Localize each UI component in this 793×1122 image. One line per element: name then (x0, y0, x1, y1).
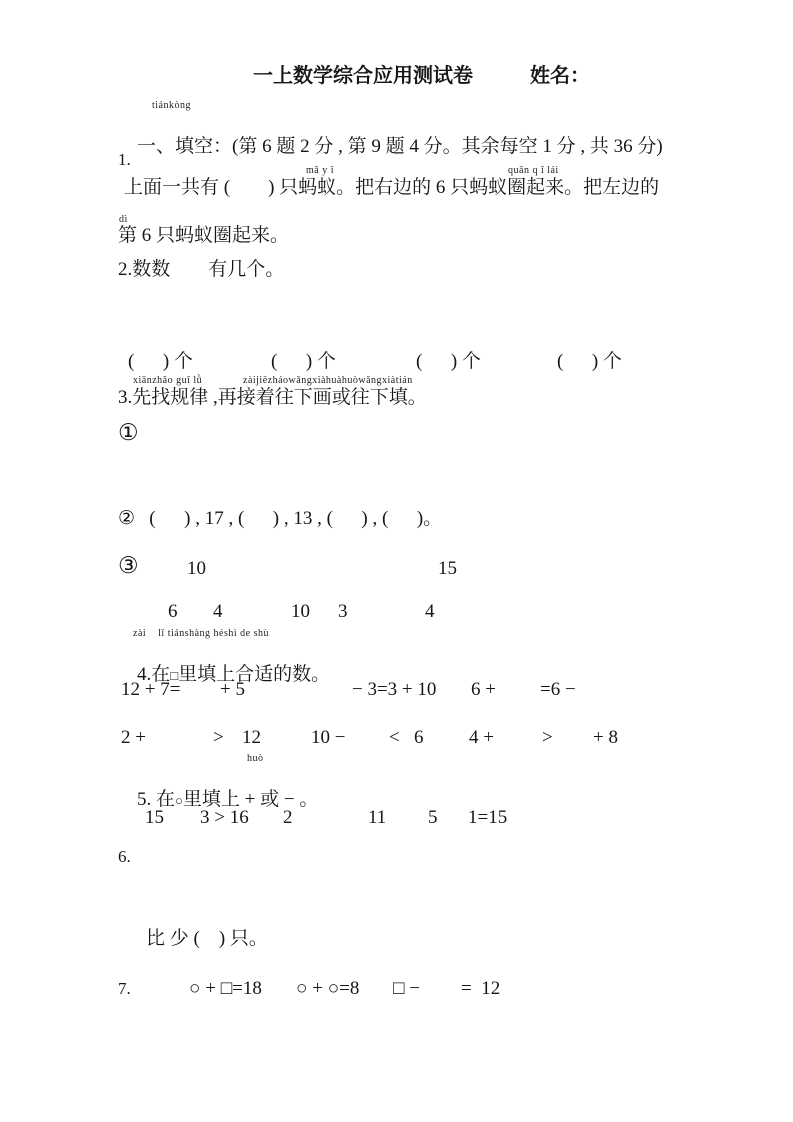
q7-equation: ○ + ○=8 (296, 978, 360, 999)
q4-equation: =6 − (540, 679, 576, 700)
q5-circle-icon: ○ (175, 793, 183, 808)
q4-equation: 2 + (121, 727, 146, 748)
pinyin-quanqilai: quān q ǐ lái (508, 165, 559, 176)
q4-equation: 6 + (471, 679, 496, 700)
q2-count-item: ( ) 个 (128, 351, 193, 372)
q4-equation: 4 + (469, 727, 494, 748)
q4-heading (118, 639, 330, 712)
q3-item3-bottom-value: 10 (291, 601, 310, 622)
q7-equation: ○ + □=18 (189, 978, 262, 999)
q3-item3-marker: ③ (118, 553, 139, 578)
pinyin-q3-part1: xiānzhǎo guī lǜ (133, 375, 203, 386)
q3-item3-value: 10 (187, 558, 206, 579)
q5-seg3: − 。 (279, 789, 319, 810)
q2-count-item: ( ) 个 (416, 351, 481, 372)
pinyin-q3-part2: zàijiēzháowǎngxiàhuàhuòwǎngxiàtián (243, 375, 413, 386)
q2-heading: 2.数数 有几个。 (118, 259, 285, 280)
q3-item2-line: ② ( ) , 17 , ( ) , 13 , ( ) , ( )。 (118, 508, 443, 529)
section-one-rest: ：(第 6 题 2 分 , 第 9 题 4 分。其余每空 1 分 , 共 36 分) (213, 136, 663, 157)
q7-equation: = 12 (461, 978, 501, 999)
q1-line1: 上面一共有 ( ) 只蚂蚁。把右边的 6 只蚂蚁圈起来。把左边的 (124, 177, 660, 198)
q4-equation: 10 − (311, 727, 346, 748)
name-label: 姓名： (530, 65, 590, 87)
q7-equation: □ − (393, 978, 420, 999)
q4-equation: < (389, 727, 400, 748)
q5-item: 1=15 (468, 807, 508, 828)
q4-equation: + 8 (593, 727, 618, 748)
q5-item: 5 (428, 807, 438, 828)
q5-item: 11 (368, 807, 387, 828)
q4-equation: 12 + 7= (121, 679, 181, 700)
pinyin-mayi: mǎ y ǐ (306, 165, 334, 176)
q4-equation: − 3=3 + 10 (352, 679, 437, 700)
page-title: 一上数学综合应用测试卷 (253, 65, 473, 87)
q2-count-item: ( ) 个 (271, 351, 336, 372)
q3-item1-marker: ① (118, 420, 139, 445)
q4-equation: > (542, 727, 553, 748)
q3-item3-bottom-value: 4 (213, 601, 223, 622)
q5-word: 或 (260, 789, 280, 810)
q4-heading-box-icon: □ (170, 668, 179, 683)
q5-seg1: 5. 在 (137, 789, 176, 810)
q4-equation: > (213, 727, 224, 748)
q3-heading: 3.先找规律 ,再接着往下画或往下填。 (118, 387, 427, 408)
q1-number: 1. (118, 150, 131, 169)
section-one-heading (118, 111, 663, 183)
q3-item3-bottom-value: 3 (338, 601, 348, 622)
q4-equation: + 5 (220, 679, 245, 700)
section-one-prefix: 一、 (137, 136, 176, 157)
section-one-word: 填空 (175, 136, 214, 157)
q7-number: 7. (118, 979, 131, 998)
pinyin-huo: huò (247, 753, 264, 764)
pinyin-di: dì (119, 214, 128, 225)
q4-heading-post: 里填上合适的数。 (178, 664, 331, 685)
q4-heading-pre: 4.在 (137, 664, 171, 685)
q4-equation: 12 (242, 727, 261, 748)
q6-number: 6. (118, 847, 131, 866)
q1-line2: 第 6 只蚂蚁圈起来。 (118, 225, 290, 246)
q3-item3-bottom-value: 6 (168, 601, 178, 622)
q2-count-item: ( ) 个 (557, 351, 622, 372)
q3-item3-bottom-value: 4 (425, 601, 435, 622)
pinyin-q4: zài lǐ tiánshàng héshì de shù (133, 628, 269, 639)
pinyin-tiankong: tiánkòng (152, 100, 191, 111)
q4-equation: 6 (414, 727, 424, 748)
q5-item: 3 > 16 (200, 807, 249, 828)
q5-item: 2 (283, 807, 293, 828)
q3-item3-value: 15 (438, 558, 457, 579)
q5-seg2: 里填上 + (182, 789, 261, 810)
q6-caption: 比 少 ( ) 只。 (146, 928, 268, 949)
q5-item: 15 (145, 807, 164, 828)
